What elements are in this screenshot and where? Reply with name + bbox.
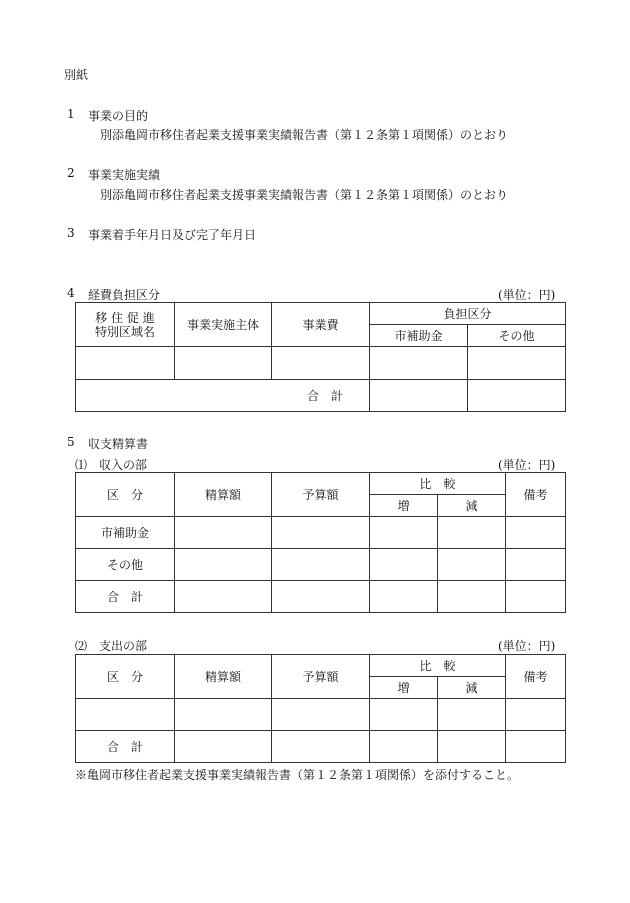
- section-5-number: 5: [67, 435, 75, 449]
- section-4-number: 4: [67, 286, 75, 300]
- row-label: 合 計: [76, 731, 175, 763]
- col-remarks: 備考: [506, 473, 566, 517]
- cost-share-table: [75, 302, 566, 412]
- col-project-cost: 事業費: [272, 303, 370, 347]
- col-city-subsidy: 市補助金: [370, 325, 468, 347]
- section-3-number: 3: [67, 226, 75, 240]
- col-comparison: 比 較: [370, 473, 506, 495]
- col-increase: 増: [370, 495, 438, 517]
- col-category: 区 分: [76, 655, 175, 699]
- income-unit: (単位：円): [498, 458, 556, 472]
- col-decrease: 減: [438, 677, 506, 699]
- cell-empty: [370, 380, 468, 412]
- attachment-label: 別紙: [64, 68, 89, 82]
- section-1-content: 別添亀岡市移住者起業支援事業実績報告書（第１２条第１項関係）のとおり: [100, 128, 509, 142]
- section-2-title: 事業実施実績: [88, 168, 161, 182]
- footnote: ※亀岡市移住者起業支援事業実績報告書（第１２条第１項関係）を添付すること。: [75, 768, 520, 782]
- cell-empty: [468, 380, 566, 412]
- cell-empty: [468, 347, 566, 380]
- row-label: [76, 699, 175, 731]
- income-label: ⑴ 収入の部: [75, 458, 148, 472]
- col-decrease: 減: [438, 495, 506, 517]
- col-settled-amount: 精算額: [175, 473, 272, 517]
- col-remarks: 備考: [506, 655, 566, 699]
- section-5-title: 収支精算書: [88, 437, 149, 451]
- cell-empty: [76, 347, 175, 380]
- section-3-title: 事業着手年月日及び完了年月日: [88, 228, 257, 242]
- expense-label: ⑵ 支出の部: [75, 639, 148, 653]
- row-label: 合 計: [76, 581, 175, 613]
- col-category: 区 分: [76, 473, 175, 517]
- col-increase: 増: [370, 677, 438, 699]
- col-settled-amount: 精算額: [175, 655, 272, 699]
- section-4-title: 経費負担区分: [88, 288, 161, 302]
- col-special-zone: 移 住 促 進 特別区域名: [76, 303, 175, 347]
- section-2-content: 別添亀岡市移住者起業支援事業実績報告書（第１２条第１項関係）のとおり: [100, 188, 509, 202]
- cell-empty: [175, 347, 272, 380]
- col-comparison: 比 較: [370, 655, 506, 677]
- row-label: その他: [76, 549, 175, 581]
- col-other: その他: [468, 325, 566, 347]
- section-1-number: 1: [67, 107, 75, 121]
- total-label: 合 計: [76, 380, 370, 412]
- expense-unit: (単位：円): [498, 639, 556, 653]
- section-1-title: 事業の目的: [88, 109, 149, 123]
- row-label: 市補助金: [76, 517, 175, 549]
- section-4-unit: (単位：円): [498, 288, 556, 302]
- income-table: [75, 472, 566, 613]
- col-implementer: 事業実施主体: [175, 303, 272, 347]
- cell-empty: [370, 347, 468, 380]
- col-budget-amount: 予算額: [272, 473, 370, 517]
- section-2-number: 2: [67, 166, 75, 180]
- col-cost-share: 負担区分: [370, 303, 566, 325]
- col-budget-amount: 予算額: [272, 655, 370, 699]
- cell-empty: [272, 347, 370, 380]
- expense-table: [75, 654, 566, 763]
